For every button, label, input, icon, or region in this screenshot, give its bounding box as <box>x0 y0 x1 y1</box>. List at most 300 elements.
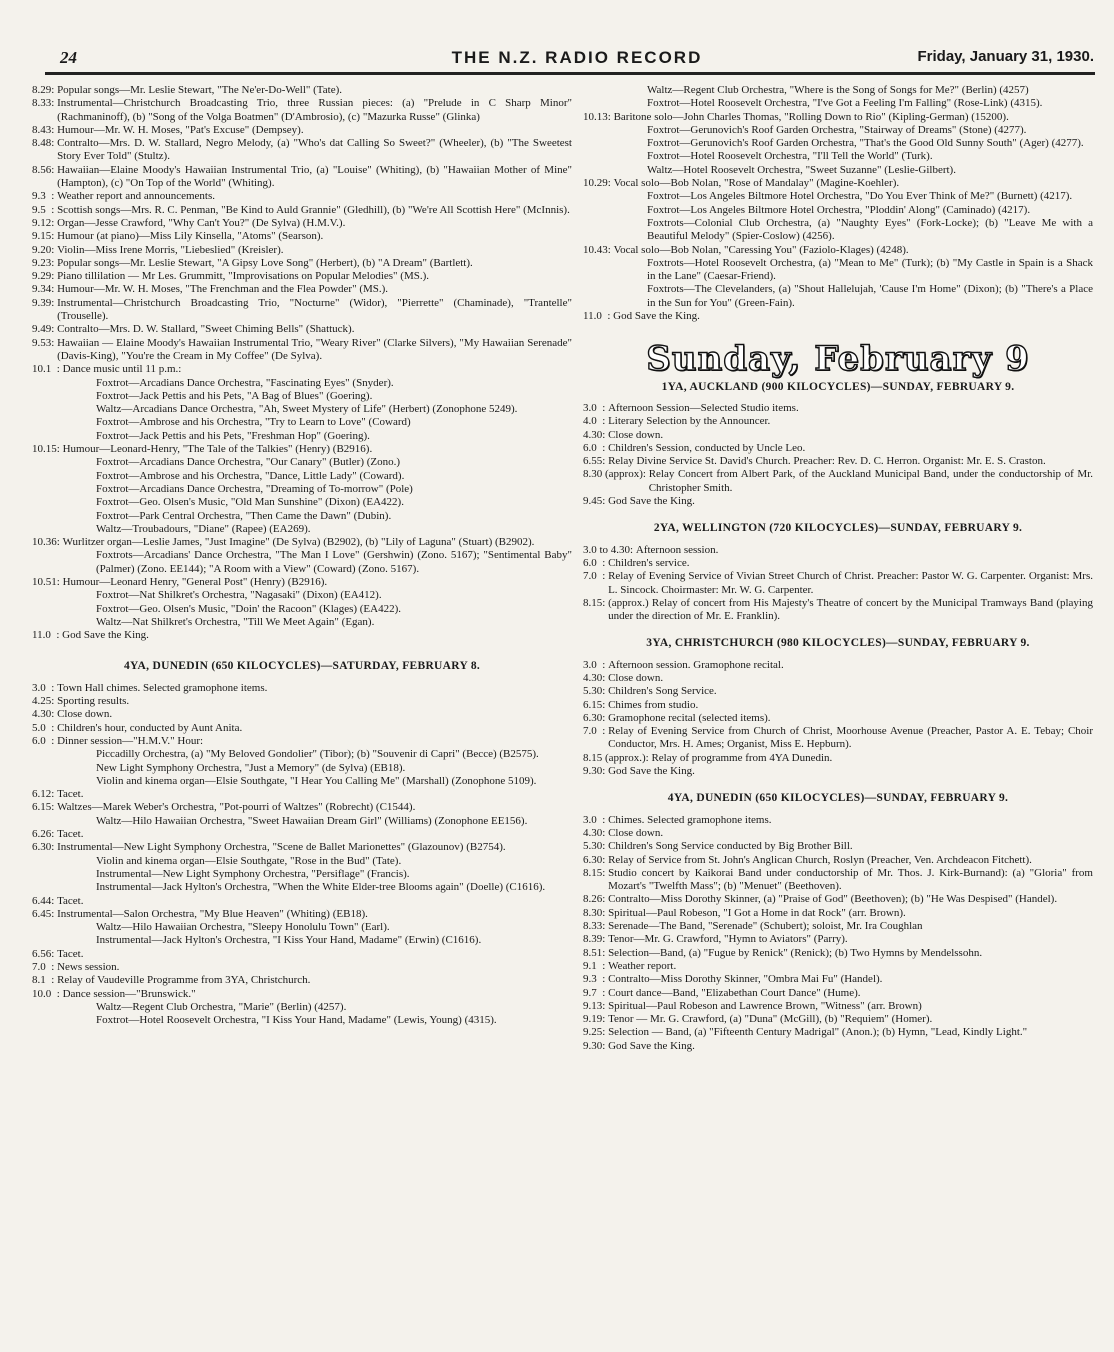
entry-time: 6.0 : <box>583 441 609 454</box>
programme-entry <box>32 244 572 257</box>
programme-entry <box>583 752 1093 765</box>
programme-entry <box>583 111 1093 124</box>
entry-text: Waltz—Arcadians Dance Orchestra, "Ah, Sweet Mystery of Life" (Herbert) (Zonophone 5249). <box>96 403 518 416</box>
programme-entry <box>583 402 1093 415</box>
entry-text: Chimes from studio. <box>608 698 699 711</box>
programme-entry <box>583 468 1093 495</box>
entry-time: 9.15: <box>32 230 58 243</box>
entry-text: Relay of programme from 4YA Dunedin. <box>651 751 833 764</box>
entry-text: God Save the King. <box>613 310 700 323</box>
entry-time: 5.30: <box>583 840 609 853</box>
entry-text: Foxtrot—Los Angeles Biltmore Hotel Orchestra, "Ploddin' Along" (Caminado) (4217). <box>647 203 1031 216</box>
entry-text: Foxtrots—Colonial Club Orchestra, (a) "Naughty Eyes" (Fork-Locke); (b) "Leave Me with a Beautiful Melody" (Spier-Coslow) (4256). <box>647 216 1093 243</box>
entry-time: 3.0 : <box>583 658 609 671</box>
programme-entry <box>32 815 572 828</box>
programme-entry <box>32 589 572 602</box>
entry-time: 9.30: <box>583 1039 609 1052</box>
entry-text: Dance music until 11 p.m.: <box>62 363 182 376</box>
entry-text: Tacet. <box>57 828 84 841</box>
programme-entry <box>583 204 1093 217</box>
entry-time: 9.19: <box>583 1013 609 1026</box>
entry-text: Violin and kinema organ—Elsie Southgate, "I Hear You Calling Me" (Marshall) (Zonophone 5109). <box>96 774 537 787</box>
programme-entry <box>583 920 1093 933</box>
entry-time: 8.15: <box>583 866 609 879</box>
entry-time: 9.53: <box>32 336 58 349</box>
entry-text: Humour—Leonard-Henry, "The Tale of the Talkies" (Henry) (B2916). <box>62 443 373 456</box>
entry-time: 11.0 : <box>583 310 614 323</box>
programme-entry <box>32 97 572 124</box>
station-heading-1ya: 1YA, AUCKLAND (900 KILOCYCLES)—SUNDAY, FEBRUARY 9. <box>661 380 1015 393</box>
entry-time: 4.30: <box>583 671 609 684</box>
entry-text: Wurlitzer organ—Leslie James, "Just Imagine" (De Sylva) (B2902), (b) "Lily of Laguna" (Stuart) (B2902). <box>62 536 535 549</box>
programme-entry <box>583 1040 1093 1053</box>
entry-time: 6.15: <box>583 698 609 711</box>
entry-text: Gramophone recital (selected items). <box>608 711 771 724</box>
left-column <box>32 84 572 1027</box>
programme-entry <box>583 495 1093 508</box>
entry-text: Waltz—Hilo Hawaiian Orchestra, "Sweet Hawaiian Dream Girl" (Williams) (Zonophone EE156). <box>96 814 528 827</box>
entry-text: Foxtrot—Geo. Olsen's Music, "Old Man Sunshine" (Dixon) (EA422). <box>96 496 404 509</box>
entry-text: Court dance—Band, "Elizabethan Court Dance" (Hume). <box>608 986 861 999</box>
entry-time: 6.55: <box>583 455 609 468</box>
entry-text: Relay of Evening Service of Vivian Street Church of Christ. Preacher: Pastor W. G. Carpenter. Organist: Mrs. L. Sincock. Choirmaster: Mr. W. G. Carpenter. <box>608 570 1093 596</box>
programme-entry <box>32 164 572 191</box>
entry-text: Contralto—Mrs. D. W. Stallard, Negro Melody, (a) "Who's dat Calling So Sweet?" (Wheeler), (b) "The Sweetest Story Ever Told" (Stultz). <box>57 137 572 163</box>
programme-entry <box>583 283 1093 310</box>
programme-entry <box>32 390 572 403</box>
programme-entry <box>583 659 1093 672</box>
programme-entry <box>583 310 1093 323</box>
entry-time: 9.29: <box>32 270 58 283</box>
entry-text: Chimes. Selected gramophone items. <box>608 813 772 826</box>
entry-time: 9.30: <box>583 765 609 778</box>
entry-time: 6.44: <box>32 894 58 907</box>
entry-time: 9.13: <box>583 999 609 1012</box>
entry-time: 11.0 : <box>32 629 63 642</box>
entry-text: Close down. <box>608 671 664 684</box>
programme-entry <box>32 523 572 536</box>
programme-entry <box>32 190 572 203</box>
programme-entry <box>32 762 572 775</box>
entry-time: 3.0 : <box>32 681 58 694</box>
programme-entry <box>583 947 1093 960</box>
entry-text: Vocal solo—Bob Nolan, "Rose of Mandalay" (Magine-Koehler). <box>613 177 900 190</box>
entry-text: Violin—Miss Irene Morris, "Liebeslied" (Kreisler). <box>57 243 284 256</box>
entry-text: Contralto—Miss Dorothy Skinner, "Ombra Mai Fu" (Handel). <box>608 973 883 986</box>
programme-entry <box>583 840 1093 853</box>
entry-time: 8.48: <box>32 137 58 150</box>
programme-entry <box>583 150 1093 163</box>
programme-entry <box>583 685 1093 698</box>
entry-text: Tenor—Mr. G. Crawford, "Hymn to Aviators" (Parry). <box>608 933 848 946</box>
entry-time: 6.30: <box>32 841 58 854</box>
entry-text: Foxtrots—Hotel Roosevelt Orchestra, (a) "Mean to Me" (Turk); (b) "My Castle in Spain is a Shack in the Lane" (Caesar-Friend). <box>647 256 1093 283</box>
programme-entry <box>32 337 572 364</box>
programme-entry <box>32 988 572 1001</box>
entry-text: Popular songs—Mr. Leslie Stewart, "The Ne'er-Do-Well" (Tate). <box>57 84 342 96</box>
entry-text: Foxtrot—Park Central Orchestra, "Then Came the Dawn" (Dubin). <box>96 509 392 522</box>
programme-entry <box>583 712 1093 725</box>
programme-entry <box>32 204 572 217</box>
programme-entry <box>583 124 1093 137</box>
programme-entry <box>32 921 572 934</box>
entry-time: 6.15: <box>32 801 58 814</box>
entry-time: 4.25: <box>32 695 58 708</box>
entry-time: 6.30: <box>583 711 609 724</box>
entry-text: Baritone solo—John Charles Thomas, "Rolling Down to Rio" (Kipling-German) (15200). <box>613 110 1009 123</box>
entry-time: 6.0 : <box>32 734 58 747</box>
issue-date: Friday, January 31, 1930. <box>917 48 1094 65</box>
entry-text: Relay of Evening Service from Church of Christ, Moorhouse Avenue (Preacher, Pastor A. E. Tebay; Choir Conductor, Mrs. H. Ames; Organist, Miss E. Hepburn). <box>608 725 1093 751</box>
entry-text: Serenade—The Band, "Serenade" (Schubert); soloist, Mr. Ira Coughlan <box>608 920 923 933</box>
entry-text: (approx.) Relay of concert from His Majesty's Theatre of concert by the Municipal Tramways Band (playing under the direction of Mr. E. Franklin). <box>608 596 1093 623</box>
programme-entry <box>583 244 1093 257</box>
entry-text: Tacet. <box>57 947 84 960</box>
entry-text: Instrumental—Jack Hylton's Orchestra, "When the White Elder-tree Blooms again" (Doelle) (C1616). <box>96 881 546 894</box>
sunday-2ya-list <box>583 544 1093 624</box>
programme-entry <box>32 881 572 894</box>
entry-text: Instrumental—New Light Symphony Orchestra, "Persiflage" (Francis). <box>96 867 410 880</box>
programme-entry <box>583 429 1093 442</box>
entry-time: 4.30: <box>583 428 609 441</box>
programme-entry <box>32 616 572 629</box>
entry-text: Foxtrot—Geo. Olsen's Music, "Doin' the Racoon" (Klages) (EA422). <box>96 602 402 615</box>
programme-entry <box>583 544 1093 557</box>
entry-time: 6.0 : <box>583 556 609 569</box>
programme-entry <box>32 682 572 695</box>
entry-text: Foxtrot—Hotel Roosevelt Orchestra, "I Kiss Your Hand, Madame" (Lewis, Young) (4315). <box>96 1014 497 1027</box>
entry-time: 8.30: <box>583 906 609 919</box>
entry-text: Violin and kinema organ—Elsie Southgate, "Rose in the Bud" (Tate). <box>96 854 402 867</box>
entry-time: 9.23: <box>32 256 58 269</box>
entry-text: Selection — Band, (a) "Fifteenth Century Madrigal" (Anon.); (b) Hymn, "Lead, Kindly Light." <box>608 1026 1028 1039</box>
programme-entry <box>583 725 1093 752</box>
entry-time: 10.1 : <box>32 363 63 376</box>
programme-entry <box>32 828 572 841</box>
entry-time: 6.45: <box>32 907 58 920</box>
entry-text: Studio concert by Kaikorai Band under conductorship of Mr. Thos. J. Kirk-Burnand): (a) "Gloria" from Mozart's "Twelfth Mass"; (b) "Menuet" (Beethoven). <box>608 866 1093 893</box>
entry-time: 9.12: <box>32 216 58 229</box>
programme-entry <box>32 868 572 881</box>
entry-time: 8.43: <box>32 123 58 136</box>
programme-entry <box>32 908 572 921</box>
entry-time: 8.33: <box>32 97 58 110</box>
entry-time: 9.3 : <box>32 190 58 203</box>
entry-time: 8.15 (approx.): <box>583 751 652 764</box>
entry-text: Spiritual—Paul Robeson, "I Got a Home in dat Rock" (arr. Brown). <box>608 906 906 919</box>
entry-time: 10.51: <box>32 575 63 588</box>
programme-entry <box>32 456 572 469</box>
entry-text: Scottish songs—Mrs. R. C. Penman, "Be Kind to Auld Grannie" (Gledhill), (b) "We're All Scottish Here" (McInnis). <box>57 203 570 216</box>
entry-text: God Save the King. <box>62 629 149 642</box>
entry-text: Foxtrot—Arcadians Dance Orchestra, "Our Canary" (Butler) (Zono.) <box>96 456 401 469</box>
entry-text: Instrumental—Christchurch Broadcasting Trio, three Russian pieces: (a) "Prelude in C Sharp Minor" (Rachmaninoff), (b) "Song of the Volga Boatmen" (D'Ambrosio), (c) "Mazurka Russe" (Glinka) <box>57 97 572 123</box>
entry-time: 7.0 : <box>583 570 609 583</box>
entry-time: 7.0 : <box>583 725 609 738</box>
programme-entry <box>583 557 1093 570</box>
programme-entry <box>32 536 572 549</box>
programme-entry <box>583 570 1093 597</box>
programme-entry <box>583 933 1093 946</box>
entry-text: Popular songs—Mr. Leslie Stewart, "A Gipsy Love Song" (Herbert), (b) "A Dream" (Bartlett). <box>57 256 473 269</box>
entry-time: 8.15: <box>583 596 609 609</box>
entry-time: 9.25: <box>583 1026 609 1039</box>
entry-text: Tacet. <box>57 894 84 907</box>
entry-text: Afternoon session. Gramophone recital. <box>608 658 784 671</box>
programme-entry <box>32 841 572 854</box>
saturday-3ya-continued-list <box>32 84 572 642</box>
entry-time: 8.1 : <box>32 974 58 987</box>
entry-text: Children's Song Service. <box>608 685 717 698</box>
entry-time: 9.1 : <box>583 959 609 972</box>
entry-time: 6.12: <box>32 788 58 801</box>
entry-time: 5.0 : <box>32 721 58 734</box>
entry-time: 4.0 : <box>583 415 609 428</box>
programme-entry <box>32 775 572 788</box>
entry-text: Relay of Service from St. John's Anglican Church, Roslyn (Preacher, Ven. Archdeacon Fitchett). <box>608 853 1032 866</box>
entry-text: Sporting results. <box>57 695 130 708</box>
entry-text: Literary Selection by the Announcer. <box>608 415 771 428</box>
programme-entry <box>32 934 572 947</box>
entry-text: Foxtrots—Arcadians' Dance Orchestra, "The Man I Love" (Gershwin) (Zono. 5167); "Sentimental Baby" (Palmer) (Zono. EE144); "A Room with a View" (Coward) (Zono. 5167). <box>96 549 572 575</box>
entry-text: Children's Session, conducted by Uncle Leo. <box>608 441 806 454</box>
entry-time: 3.0 to 4.30: <box>583 543 636 556</box>
programme-entry <box>583 1000 1093 1013</box>
entry-text: Town Hall chimes. Selected gramophone items. <box>57 681 268 694</box>
entry-text: Foxtrot—Gerunovich's Roof Garden Orchestra, "Stairway of Dreams" (Stone) (4277). <box>647 123 1027 136</box>
entry-text: Hawaiian—Elaine Moody's Hawaiian Instrumental Trio, (a) "Louise" (Whiting), (b) "Hawaiian Mother of Mine" (Hampton), (c) "On Top of the World" (Whiting). <box>57 163 572 190</box>
station-heading-4ya: 4YA, DUNEDIN (650 KILOCYCLES)—SUNDAY, FEBRUARY 9. <box>667 792 1009 805</box>
programme-entry <box>32 363 572 376</box>
page-number: 24 <box>60 48 77 67</box>
entry-time: 10.36: <box>32 536 63 549</box>
programme-entry <box>32 961 572 974</box>
programme-entry <box>32 510 572 523</box>
entry-text: Waltz—Hotel Roosevelt Orchestra, "Sweet Suzanne" (Leslie-Gilbert). <box>647 163 956 176</box>
programme-entry <box>32 217 572 230</box>
programme-entry <box>583 867 1093 894</box>
saturday-4ya-list <box>32 682 572 1028</box>
sunday-3ya-list <box>583 659 1093 779</box>
programme-entry <box>32 257 572 270</box>
programme-entry <box>32 496 572 509</box>
programme-entry <box>32 1014 572 1027</box>
entry-text: New Light Symphony Orchestra, "Just a Memory" (de Sylva) (EB18). <box>96 761 406 774</box>
entry-text: Dance session—"Brunswick." <box>62 987 196 1000</box>
entry-time: 8.51: <box>583 946 609 959</box>
entry-time: 3.0 : <box>583 401 609 414</box>
entry-time: 6.26: <box>32 828 58 841</box>
entry-text: Organ—Jesse Crawford, "Why Can't You?" (De Sylva) (H.M.V.). <box>57 216 346 229</box>
entry-text: Foxtrot—Arcadians Dance Orchestra, "Dreaming of To-morrow" (Pole) <box>96 482 413 495</box>
entry-text: Vocal solo—Bob Nolan, "Caressing You" (Faziolo-Klages) (4248). <box>613 243 909 256</box>
entry-text: Tacet. <box>57 788 84 801</box>
entry-time: 9.7 : <box>583 986 609 999</box>
entry-time: 8.26: <box>583 893 609 906</box>
entry-time: 9.34: <box>32 283 58 296</box>
programme-entry <box>32 549 572 576</box>
programme-entry <box>583 97 1093 110</box>
entry-text: Children's Song Service conducted by Big Brother Bill. <box>608 840 853 853</box>
entry-text: Waltz—Hilo Hawaiian Orchestra, "Sleepy Honolulu Town" (Earl). <box>96 921 390 934</box>
entry-time: 8.33: <box>583 920 609 933</box>
programme-entry <box>583 827 1093 840</box>
entry-time: 6.30: <box>583 853 609 866</box>
entry-time: 3.0 : <box>583 813 609 826</box>
programme-entry <box>32 576 572 589</box>
programme-entry <box>32 377 572 390</box>
programme-entry <box>32 84 572 97</box>
programme-entry <box>583 987 1093 1000</box>
entry-text: Close down. <box>608 826 664 839</box>
station-heading-2ya: 2YA, WELLINGTON (720 KILOCYCLES)—SUNDAY, FEBRUARY 9. <box>653 522 1023 535</box>
programme-entry <box>32 695 572 708</box>
programme-entry <box>583 672 1093 685</box>
programme-entry <box>583 854 1093 867</box>
entry-time: 6.56: <box>32 947 58 960</box>
programme-entry <box>583 217 1093 244</box>
programme-entry <box>583 257 1093 284</box>
entry-text: Foxtrot—Jack Pettis and his Pets, "Freshman Hop" (Goering). <box>96 429 370 442</box>
entry-text: Waltz—Regent Club Orchestra, "Marie" (Berlin) (4257). <box>96 1000 347 1013</box>
entry-text: Foxtrot—Nat Shilkret's Orchestra, "Nagasaki" (Dixon) (EA412). <box>96 589 382 602</box>
entry-time: 5.30: <box>583 685 609 698</box>
entry-time: 8.30 (approx): <box>583 468 649 481</box>
entry-text: Afternoon Session—Selected Studio items. <box>608 401 799 414</box>
entry-text: Close down. <box>608 428 664 441</box>
entry-text: Humour—Mr. W. H. Moses, "Pat's Excuse" (Dempsey). <box>57 123 304 136</box>
entry-text: Contralto—Mrs. D. W. Stallard, "Sweet Chiming Bells" (Shattuck). <box>57 323 355 336</box>
entry-text: Waltz—Regent Club Orchestra, "Where is the Song of Songs for Me?" (Berlin) (4257) <box>647 84 1029 96</box>
entry-text: News session. <box>57 961 120 973</box>
programme-entry <box>583 699 1093 712</box>
programme-entry <box>32 735 572 748</box>
programme-entry <box>32 722 572 735</box>
entry-text: Foxtrot—Gerunovich's Roof Garden Orchestra, "That's the Good Old Sunny South" (Ager) (4277). <box>647 137 1084 150</box>
entry-text: Foxtrot—Hotel Roosevelt Orchestra, "I've Got a Feeling I'm Falling" (Rose-Link) (4315). <box>647 97 1043 110</box>
programme-entry <box>32 470 572 483</box>
entry-time: 8.56: <box>32 163 58 176</box>
entry-text: Foxtrot—Jack Pettis and his Pets, "A Bag of Blues" (Goering). <box>96 389 373 402</box>
entry-time: 9.3 : <box>583 973 609 986</box>
programme-entry <box>32 443 572 456</box>
entry-text: Humour—Mr. W. H. Moses, "The Frenchman and the Flea Powder" (MS.). <box>57 283 389 296</box>
entry-text: Waltzes—Marek Weber's Orchestra, "Pot-pourri of Waltzes" (Robrecht) (C1544). <box>57 801 416 814</box>
entry-text: Foxtrot—Hotel Roosevelt Orchestra, "I'll Tell the World" (Turk). <box>647 150 933 163</box>
entry-text: Children's service. <box>608 556 690 569</box>
programme-entry <box>32 895 572 908</box>
entry-text: Instrumental—Christchurch Broadcasting Trio, "Nocturne" (Widor), "Pierrette" (Chaminade), "Trantelle" (Trouselle). <box>57 296 572 323</box>
programme-entry <box>32 270 572 283</box>
programme-entry <box>583 415 1093 428</box>
entry-time: 9.20: <box>32 243 58 256</box>
programme-entry <box>583 973 1093 986</box>
entry-time: 9.39: <box>32 296 58 309</box>
programme-entry <box>32 283 572 296</box>
station-heading-3ya: 3YA, CHRISTCHURCH (980 KILOCYCLES)—SUNDAY, FEBRUARY 9. <box>646 637 1030 650</box>
entry-time: 4.30: <box>32 708 58 721</box>
entry-time: 10.43: <box>583 243 614 256</box>
entry-text: Relay of Vaudeville Programme from 3YA, Christchurch. <box>57 974 311 987</box>
entry-text: Instrumental—Jack Hylton's Orchestra, "I Kiss Your Hand, Madame" (Erwin) (C1616). <box>96 934 482 947</box>
programme-entry <box>32 855 572 868</box>
programme-entry <box>583 814 1093 827</box>
entry-text: Afternoon session. <box>635 543 719 556</box>
entry-text: Foxtrots—The Clevelanders, (a) "Shout Hallelujah, 'Cause I'm Home" (Dixon); (b) "There's a Place in the Sun for You" (Green-Fain). <box>647 283 1093 309</box>
entry-text: Children's hour, conducted by Aunt Anita. <box>57 721 243 734</box>
programme-entry <box>32 788 572 801</box>
entry-text: Piano tillilation — Mr Les. Grummitt, "Improvisations on Popular Melodies" (MS.). <box>57 270 430 283</box>
entry-text: Humour (at piano)—Miss Lily Kinsella, "Atoms" (Searson). <box>57 230 324 243</box>
programme-entry <box>32 974 572 987</box>
entry-text: Humour—Leonard Henry, "General Post" (Henry) (B2916). <box>62 575 328 588</box>
entry-time: 9.5 : <box>32 203 58 216</box>
entry-time: 10.15: <box>32 443 63 456</box>
programme-entry <box>32 230 572 243</box>
entry-text: Weather report and announcements. <box>57 190 215 203</box>
programme-entry <box>583 84 1093 97</box>
entry-text: Foxtrot—Arcadians Dance Orchestra, "Fascinating Eyes" (Snyder). <box>96 376 394 389</box>
programme-entry <box>583 597 1093 624</box>
programme-entry <box>32 323 572 336</box>
programme-entry <box>583 137 1093 150</box>
programme-entry <box>583 455 1093 468</box>
station-heading-4ya-saturday: 4YA, DUNEDIN (650 KILOCYCLES)—SATURDAY, FEBRUARY 8. <box>123 660 481 673</box>
entry-time: 10.29: <box>583 177 614 190</box>
programme-entry <box>583 442 1093 455</box>
entry-text: Instrumental—Salon Orchestra, "My Blue Heaven" (Whiting) (EB18). <box>57 907 368 920</box>
saturday-4ya-continued-list <box>583 84 1093 323</box>
entry-text: Hawaiian — Elaine Moody's Hawaiian Instrumental Trio, "Weary River" (Clarke Silvers), "My Hawaiian Serenade" (Davis-King), "You're the Cream in My Coffee" (De Sylva). <box>57 336 572 362</box>
entry-text: Waltz—Nat Shilkret's Orchestra, "Till We Meet Again" (Egan). <box>96 615 375 628</box>
programme-entry <box>32 430 572 443</box>
programme-entry <box>32 483 572 496</box>
entry-text: Waltz—Troubadours, "Diane" (Rapee) (EA269). <box>96 522 311 535</box>
entry-text: Foxtrot—Ambrose and his Orchestra, "Dance, Little Lady" (Coward). <box>96 469 405 482</box>
entry-text: Tenor — Mr. G. Crawford, (a) "Duna" (McGill), (b) "Requiem" (Homer). <box>608 1013 933 1026</box>
programme-entry <box>583 765 1093 778</box>
entry-time: 7.0 : <box>32 961 58 973</box>
newspaper-title: THE N.Z. RADIO RECORD <box>451 48 703 67</box>
entry-text: Contralto—Miss Dorothy Skinner, (a) "Praise of God" (Beethoven); (b) "He Was Despised" (Handel). <box>608 893 1058 906</box>
programme-entry <box>32 748 572 761</box>
programme-entry <box>32 708 572 721</box>
programme-entry <box>32 603 572 616</box>
programme-entry <box>32 124 572 137</box>
programme-entry <box>32 137 572 164</box>
sunday-1ya-list <box>583 402 1093 508</box>
programme-entry <box>583 907 1093 920</box>
programme-entry <box>32 1001 572 1014</box>
programme-entry <box>32 416 572 429</box>
entry-text: Foxtrot—Ambrose and his Orchestra, "Try to Learn to Love" (Coward) <box>96 416 411 429</box>
entry-text: Weather report. <box>608 959 677 972</box>
programme-entry <box>583 177 1093 190</box>
programme-entry <box>32 297 572 324</box>
entry-time: 10.13: <box>583 110 614 123</box>
entry-text: Relay Concert from Albert Park, of the Auckland Municipal Band, under the conductorship of Mr. Christopher Smith. <box>648 468 1093 494</box>
entry-text: Dinner session—"H.M.V." Hour: <box>57 734 204 747</box>
entry-text: God Save the King. <box>608 495 695 508</box>
page-header <box>60 48 1094 70</box>
programme-entry <box>583 190 1093 203</box>
entry-time: 8.39: <box>583 933 609 946</box>
programme-entry <box>583 1026 1093 1039</box>
entry-time: 9.45: <box>583 495 609 508</box>
programme-entry <box>32 403 572 416</box>
entry-text: Selection—Band, (a) "Fugue by Renick" (Renick); (b) Two Hymns by Mendelssohn. <box>608 946 983 959</box>
right-column <box>583 84 1093 1053</box>
